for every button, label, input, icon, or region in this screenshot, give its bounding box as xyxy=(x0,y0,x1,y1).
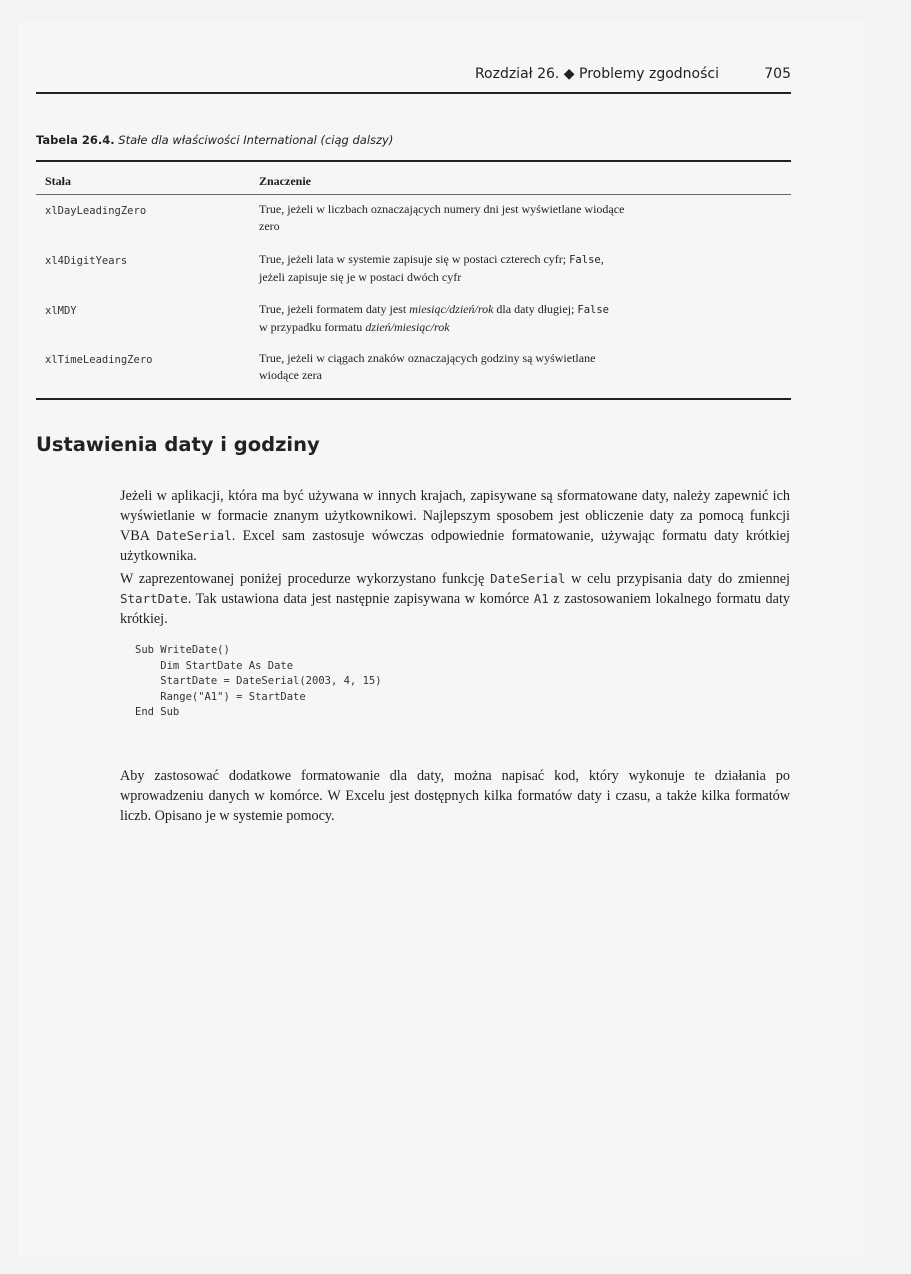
meaning-line: True, jeżeli w liczbach oznaczających numery dni jest wyświetlane wiodące xyxy=(259,202,625,216)
meaning-line xyxy=(259,251,779,269)
meaning-line: zero xyxy=(259,219,280,233)
table-caption-text: Stałe dla właściwości International (ciąg dalszy) xyxy=(118,133,394,147)
table-cell-constant: xlDayLeadingZero xyxy=(45,205,147,217)
paragraph xyxy=(120,486,790,566)
column-header-constant: Stała xyxy=(45,174,72,188)
meaning-code: False xyxy=(577,304,609,316)
table-cell-constant: xl4DigitYears xyxy=(45,255,128,267)
meaning-text: dla daty długiej; xyxy=(493,302,578,316)
table-cell-meaning xyxy=(259,251,779,286)
inline-code: DateSerial xyxy=(156,528,232,543)
table-header-rule xyxy=(36,194,791,195)
paragraph-text: W zaprezentowanej poniżej procedurze wykorzystano funkcję xyxy=(120,571,491,587)
running-header xyxy=(36,62,791,88)
column-header-meaning: Znaczenie xyxy=(259,174,311,188)
meaning-line: wiodące zera xyxy=(259,368,322,382)
inline-code: A1 xyxy=(533,591,549,606)
table-cell-constant: xlMDY xyxy=(45,305,77,317)
header-rule xyxy=(36,92,791,94)
paragraph-text: . Tak ustawiona data jest następnie zapisywana w komórce xyxy=(187,591,534,607)
meaning-code: False xyxy=(569,254,601,266)
table-cell-constant: xlTimeLeadingZero xyxy=(45,354,153,366)
table-cell-meaning xyxy=(259,350,779,384)
paragraph xyxy=(120,569,790,629)
table-top-rule xyxy=(36,160,791,162)
inline-code: StartDate xyxy=(120,591,188,606)
meaning-line: True, jeżeli w ciągach znaków oznaczających godziny są wyświetlane xyxy=(259,351,596,365)
table-caption xyxy=(36,133,393,147)
table-cell-meaning xyxy=(259,201,779,235)
paragraph-text: z zastosowaniem lokalnego formatu daty krótkiej. xyxy=(120,591,790,627)
paragraph-text: Jeżeli w aplikacji, która ma być używana w innych krajach, zapisywane są sformatowane daty, należy zapewnić ich wyświetlanie w formacie znanym użytkownikowi. Najlepszym sposobem jest obliczenie daty za pomocą funkcji VBA xyxy=(120,488,790,544)
paragraph-text: w celu przypisania daty do zmiennej xyxy=(565,571,790,587)
chapter-title: Rozdział 26. ◆ Problemy zgodności xyxy=(474,66,719,82)
meaning-line xyxy=(259,319,779,336)
meaning-text: w przypadku formatu xyxy=(259,320,366,334)
table-cell-meaning xyxy=(259,301,779,336)
meaning-text: , xyxy=(600,252,604,266)
paragraph-text: . Excel sam zastosuje wówczas odpowiednie formatowanie, używając formatu daty krótkiej użytkownika. xyxy=(120,528,790,564)
table-caption-number: Tabela 26.4. xyxy=(36,133,115,147)
meaning-line: jeżeli zapisuje się je w postaci dwóch cyfr xyxy=(259,270,462,284)
code-listing: Sub WriteDate() Dim StartDate As Date StartDate = DateSerial(2003, 4, 15) Range("A1") = StartDate End Sub xyxy=(135,644,382,719)
meaning-italic: miesiąc/dzień/rok xyxy=(409,302,494,316)
table-bottom-rule xyxy=(36,398,791,400)
page-number: 705 xyxy=(764,66,791,82)
meaning-text: True, jeżeli lata w systemie zapisuje się w postaci czterech cyfr; xyxy=(259,252,570,266)
section-heading: Ustawienia daty i godziny xyxy=(36,433,320,456)
inline-code: DateSerial xyxy=(490,571,566,586)
meaning-line xyxy=(259,301,779,319)
meaning-text: True, jeżeli formatem daty jest xyxy=(259,302,410,316)
paragraph: Aby zastosować dodatkowe formatowanie dla daty, można napisać kod, który wykonuje te działania po wprowadzeniu danych w komórce. W Excelu jest dostępnych kilka formatów daty i czasu, a także kilka formatów liczb. Opisano je w systemie pomocy. xyxy=(120,768,790,824)
meaning-italic: dzień/miesiąc/rok xyxy=(365,320,450,334)
